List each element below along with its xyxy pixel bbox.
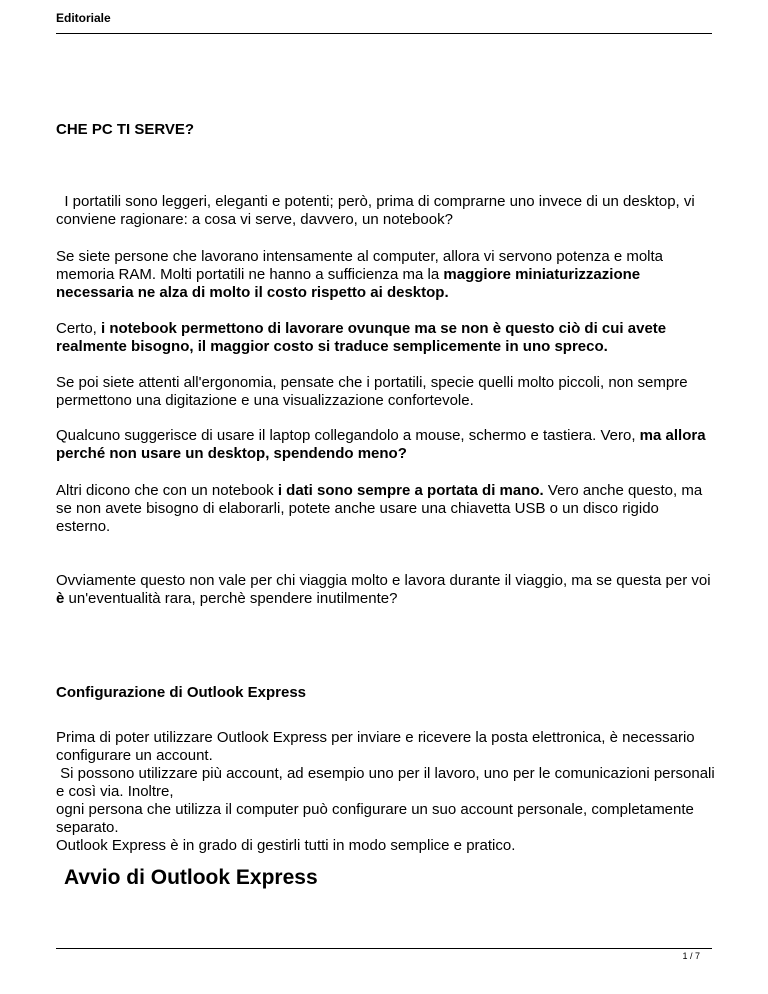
header-divider (56, 33, 712, 34)
paragraph-text: Se siete persone che lavorano intensamente al computer, allora vi servono potenza e molta memoria RAM. Molti portatili ne hanno a sufficienza ma la (56, 248, 664, 283)
paragraph-configurazione (56, 729, 719, 855)
running-header-title: Editoriale (56, 11, 111, 25)
paragraph-viaggio (56, 572, 716, 608)
paragraph-tail-text: un'eventualità rara, perchè spendere inutilmente? (64, 590, 398, 607)
paragraph-text: I portatili sono leggeri, eleganti e potenti; però, prima di comprarne uno invece di un desktop, vi conviene ragionare: a cosa vi serve, davvero, un notebook? (56, 193, 699, 228)
paragraph-bold-text: i notebook permettono di lavorare ovunque ma se non è questo ciò di cui avete realmente bisogno, il maggior costo si traduce semplicemente in uno spreco. (56, 320, 667, 355)
paragraph-notebook-ovunque (56, 320, 716, 356)
paragraph-potenza (56, 248, 716, 302)
paragraph-line: Prima di poter utilizzare Outlook Express per inviare e ricevere la posta elettronica, è necessario configurare un account. (56, 729, 695, 764)
paragraph-intro (56, 193, 716, 229)
page-number: 1 / 7 (682, 951, 700, 961)
paragraph-bold-text: è (56, 590, 65, 607)
paragraph-dati-portata (56, 482, 716, 536)
paragraph-bold-text: maggiore miniaturizzazione necessaria ne alza di molto il costo rispetto ai desktop. (56, 266, 641, 301)
paragraph-text: Ovviamente questo non vale per chi viaggia molto e lavora durante il viaggio, ma se questa per voi (56, 572, 711, 589)
section-heading-avvio: Avvio di Outlook Express (64, 866, 318, 889)
paragraph-text: Qualcuno suggerisce di usare il laptop collegandolo a mouse, schermo e tastiera. Vero, (56, 427, 640, 444)
paragraph-text: Certo, (56, 320, 102, 337)
paragraph-text: Se poi siete attenti all'ergonomia, pensate che i portatili, specie quelli molto piccoli, non sempre permettono una digitazione e una visualizzazione confortevole. (56, 374, 688, 409)
paragraph-line: ogni persona che utilizza il computer può configurare un suo account personale, completamente separato. (56, 801, 694, 836)
paragraph-line: Outlook Express è in grado di gestirli tutti in modo semplice e pratico. (56, 837, 516, 854)
paragraph-laptop-mouse (56, 427, 716, 463)
footer-divider (56, 948, 712, 949)
paragraph-bold-text: ma allora perché non usare un desktop, spendendo meno? (56, 427, 706, 462)
paragraph-bold-text: i dati sono sempre a portata di mano. (277, 482, 544, 499)
section-heading-che-pc: CHE PC TI SERVE? (56, 121, 195, 138)
paragraph-ergonomia (56, 374, 716, 410)
section-heading-configurazione: Configurazione di Outlook Express (56, 684, 307, 701)
paragraph-tail-text: Vero anche questo, ma se non avete bisogno di elaborarli, potete anche usare una chiavetta USB o un disco rigido esterno. (56, 482, 703, 535)
paragraph-text: Altri dicono che con un notebook (56, 482, 278, 499)
paragraph-line: Si possono utilizzare più account, ad esempio uno per il lavoro, uno per le comunicazioni personali e così via. Inoltre, (56, 765, 719, 800)
